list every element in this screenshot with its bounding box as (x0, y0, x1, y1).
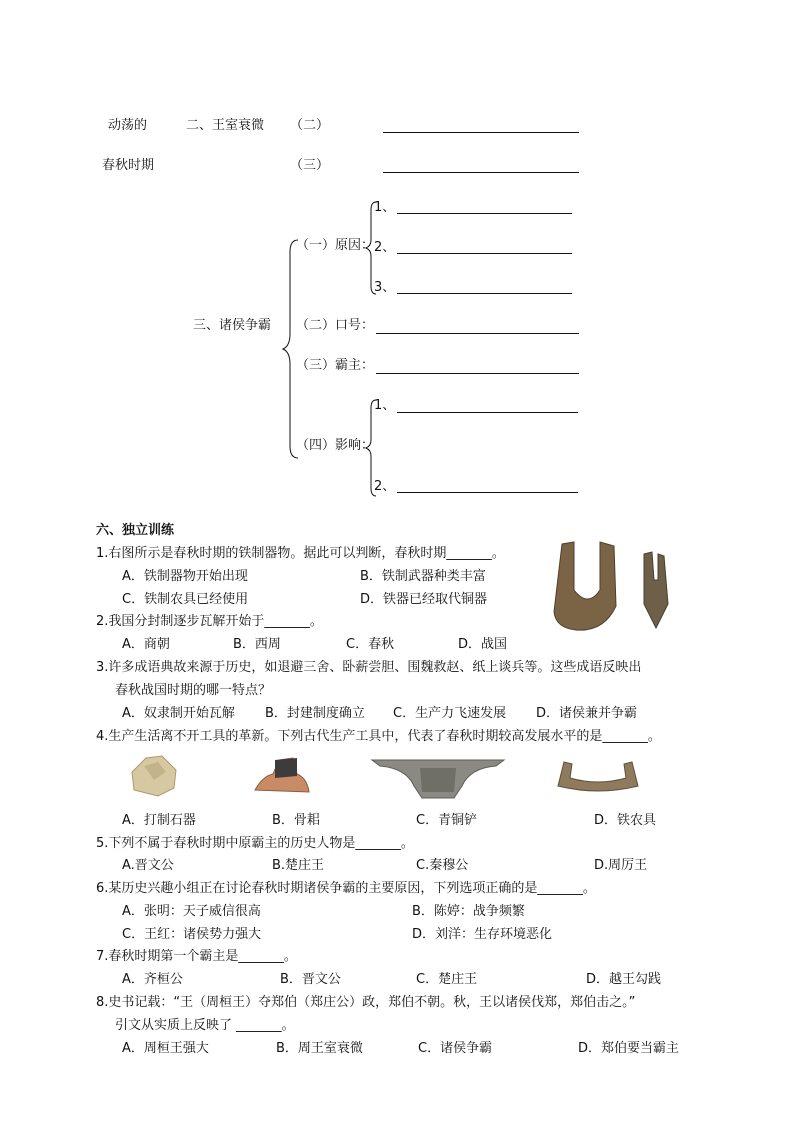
q3-stem-line1: 3.许多成语典故来源于历史，如退避三舍、卧薪尝胆、围魏救赵、纸上谈兵等。这些成语反映出 (96, 660, 642, 675)
q8-option-d[interactable]: D．郑伯要当霸主 (578, 1041, 680, 1056)
q4-option-b[interactable]: B．骨耜 (272, 813, 320, 828)
q3-option-d[interactable]: D．诸侯兼并争霸 (536, 706, 638, 721)
outline-left-label-1: 动荡的 (108, 118, 148, 133)
iron-farm-tool-image (556, 758, 640, 798)
q2-option-c[interactable]: C．春秋 (346, 637, 395, 652)
q5-option-c[interactable]: C.秦穆公 (416, 858, 469, 873)
q8-option-a[interactable]: A．周桓王强大 (122, 1041, 209, 1056)
answer-blank[interactable] (376, 373, 579, 374)
sub-1-label: （一）原因： (296, 238, 375, 253)
impact-item-2: 2、 (374, 479, 396, 494)
big-brace-icon (280, 238, 300, 460)
q1-option-d[interactable]: D．铁器已经取代铜器 (360, 592, 488, 607)
answer-blank[interactable] (397, 492, 578, 493)
bronze-shovel-image (370, 756, 506, 800)
answer-blank[interactable] (376, 333, 579, 334)
q2-option-b[interactable]: B．西周 (233, 637, 281, 652)
q7-stem: 7.春秋时期第一个霸主是_______。 (96, 949, 297, 964)
q7-option-c[interactable]: C．楚庄王 (416, 972, 478, 987)
section-3-heading: 三、诸侯争霸 (193, 318, 272, 333)
q5-option-a[interactable]: A.晋文公 (122, 858, 174, 873)
q6-option-b[interactable]: B．陈婷：战争频繁 (412, 904, 525, 919)
q5-option-b[interactable]: B.楚庄王 (272, 858, 325, 873)
reason-item-1: 1、 (374, 200, 396, 215)
q6-stem: 6.某历史兴趣小组正在讨论春秋时期诸侯争霸的主要原因，下列选项正确的是_______。 (96, 881, 596, 896)
answer-blank[interactable] (397, 293, 572, 294)
q3-option-a[interactable]: A．奴隶制开始瓦解 (122, 706, 235, 721)
q4-stem: 4.生产生活离不开工具的革新。下列古代生产工具中，代表了春秋时期较高发展水平的是_______。 (96, 729, 661, 744)
answer-blank[interactable] (397, 213, 572, 214)
section-2-item-2: （二） (290, 118, 330, 133)
q7-option-a[interactable]: A．齐桓公 (122, 972, 183, 987)
q6-option-a[interactable]: A．张明：天子威信很高 (122, 904, 261, 919)
q8-stem-line1: 8.史书记载：“王（周桓王）夺郑伯（郑庄公）政，郑伯不朝。秋，王以诸侯伐郑，郑伯击之。” (96, 995, 636, 1010)
stone-tool-image (128, 752, 180, 798)
q1-option-b[interactable]: B．铁制武器种类丰富 (360, 569, 486, 584)
q3-option-c[interactable]: C．生产力飞速发展 (393, 706, 507, 721)
sub-3-label: （三）霸主： (296, 358, 375, 373)
section-6-title: 六、独立训练 (96, 523, 175, 538)
q5-option-d[interactable]: D.周厉王 (594, 858, 648, 873)
impact-item-1: 1、 (374, 398, 396, 413)
q7-option-d[interactable]: D．越王勾践 (586, 972, 662, 987)
q2-stem: 2.我国分封制逐步瓦解开始于_______。 (96, 614, 323, 629)
bone-spade-image (253, 752, 311, 798)
answer-blank[interactable] (383, 132, 579, 133)
q7-option-b[interactable]: B．晋文公 (280, 972, 341, 987)
q8-option-c[interactable]: C．诸侯争霸 (418, 1041, 493, 1056)
q8-stem-line2: 引文从实质上反映了 _______。 (115, 1018, 295, 1033)
q6-option-d[interactable]: D．刘洋：生存环境恶化 (412, 927, 553, 942)
q6-option-c[interactable]: C．王红：诸侯势力强大 (122, 927, 262, 942)
sub-4-label: （四）影响： (296, 438, 375, 453)
iron-tools-image (552, 540, 688, 632)
answer-blank[interactable] (397, 412, 578, 413)
q5-stem: 5.下列不属于春秋时期中原霸主的历史人物是_______。 (96, 836, 414, 851)
q4-option-d[interactable]: D．铁农具 (594, 813, 657, 828)
q2-option-a[interactable]: A．商朝 (122, 637, 170, 652)
q1-option-a[interactable]: A．铁制器物开始出现 (122, 569, 248, 584)
q1-stem: 1.右图所示是春秋时期的铁制器物。据此可以判断，春秋时期_______。 (96, 546, 505, 561)
q2-option-d[interactable]: D．战国 (458, 637, 508, 652)
q3-option-b[interactable]: B．封建制度确立 (265, 706, 365, 721)
answer-blank[interactable] (383, 172, 579, 173)
q4-option-a[interactable]: A．打制石器 (122, 813, 196, 828)
q8-option-b[interactable]: B．周王室衰微 (276, 1041, 363, 1056)
reason-item-2: 2、 (374, 240, 396, 255)
section-2-heading: 二、王室衰微 (186, 118, 265, 133)
section-2-item-3: （三） (290, 158, 330, 173)
answer-blank[interactable] (397, 253, 572, 254)
sub-2-label: （二）口号： (296, 318, 375, 333)
q1-option-c[interactable]: C．铁制农具已经使用 (122, 592, 249, 607)
q4-option-c[interactable]: C．青铜铲 (416, 813, 478, 828)
reason-item-3: 3、 (374, 280, 396, 295)
outline-left-label-2: 春秋时期 (102, 158, 155, 173)
q3-stem-line2: 春秋战国时期的哪一特点？ (115, 683, 272, 698)
